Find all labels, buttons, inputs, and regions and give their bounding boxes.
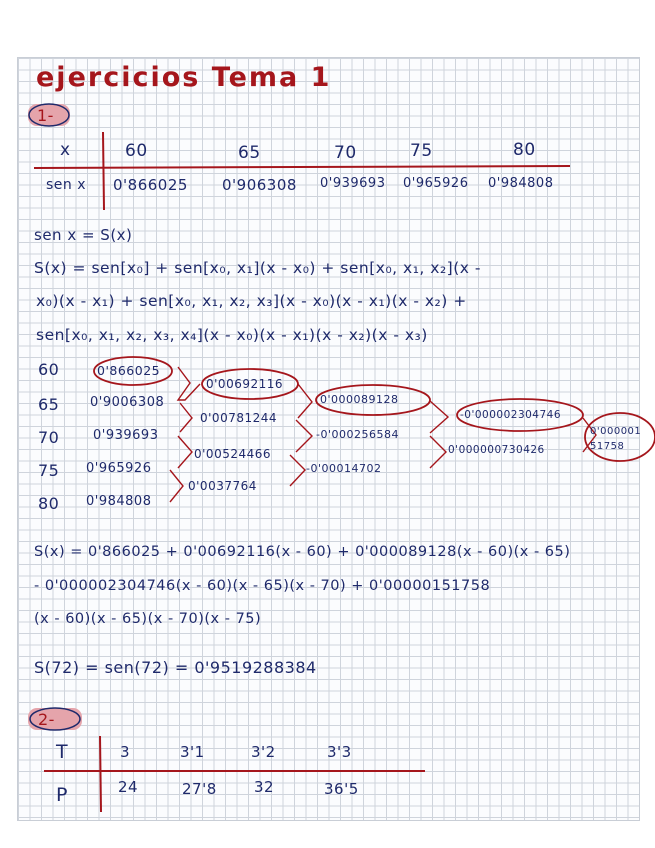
bracket-7 — [290, 455, 305, 486]
dd-node-70: 70 — [38, 428, 60, 447]
table1-x-65: 65 — [238, 143, 261, 163]
dd-node-60: 60 — [38, 360, 60, 379]
table2-p-3: 36'5 — [324, 780, 359, 798]
bracket-5 — [298, 384, 312, 418]
result-line-3: (x - 60)(x - 65)(x - 70)(x - 75) — [34, 611, 262, 627]
dd-f-3: 0'965926 — [86, 461, 152, 476]
dd-third-0: -0'000002304746 — [460, 409, 562, 421]
table2-t-2: 3'2 — [251, 743, 276, 761]
ex1-label: 1- — [37, 106, 54, 125]
formula-line-1: sen x = S(x) — [34, 226, 133, 244]
dd-f-4: 0'984808 — [86, 494, 152, 509]
table1-x-header: x — [60, 140, 71, 160]
table1-y-75: 0'965926 — [403, 176, 469, 191]
dd-node-80: 80 — [38, 494, 60, 513]
bracket-1 — [178, 367, 200, 400]
table1-y-70: 0'939693 — [320, 176, 386, 191]
formula-line-3: x₀)(x - x₁) + sen[x₀, x₁, x₂, x₃](x - x₀)(x - x₁)(x - x₂) + — [36, 292, 467, 310]
table2-p-2: 32 — [254, 778, 275, 796]
bracket-2 — [180, 403, 192, 432]
table1-y-60: 0'866025 — [113, 176, 188, 194]
table2-t-header: T — [56, 741, 69, 763]
dd-second-1: -0'000256584 — [316, 428, 399, 441]
table1-hrule — [34, 166, 570, 168]
table2-t-0: 3 — [120, 743, 131, 761]
bracket-4 — [170, 470, 183, 502]
dd-fourth-0: 0'00000151758 — [590, 426, 642, 452]
table1-x-60: 60 — [125, 141, 148, 161]
table1-x-80: 80 — [513, 140, 536, 160]
dd-f-1: 0'9006308 — [90, 395, 165, 410]
table2-p-header: P — [56, 784, 68, 806]
dd-f-2: 0'939693 — [93, 428, 159, 443]
bracket-9 — [430, 436, 446, 468]
bracket-6 — [296, 420, 312, 452]
dd-second-2: -0'00014702 — [306, 462, 382, 475]
dd-node-75: 75 — [38, 461, 60, 480]
table1-y-65: 0'906308 — [222, 176, 297, 194]
table1-x-75: 75 — [410, 141, 433, 161]
dd-first-1: 0'00781244 — [200, 411, 278, 425]
table1-vrule — [103, 132, 104, 210]
table1-x-70: 70 — [334, 143, 357, 163]
dd-second-0: 0'000089128 — [320, 393, 399, 406]
table1-y-80: 0'984808 — [488, 176, 554, 191]
table2-t-1: 3'1 — [180, 743, 205, 761]
ex2-label: 2- — [38, 710, 55, 729]
evaluation-line: S(72) = sen(72) = 0'9519288384 — [34, 658, 317, 677]
page-title: ejercicios Tema 1 — [36, 62, 332, 93]
bracket-8 — [430, 401, 448, 433]
table1-y-header: sen x — [46, 177, 87, 193]
bracket-3 — [178, 436, 192, 468]
dd-f-0: 0'866025 — [97, 363, 161, 378]
dd-third-1: 0'000000730426 — [448, 444, 545, 456]
dd-first-0: 0'00692116 — [206, 377, 284, 391]
formula-line-2: S(x) = sen[x₀] + sen[x₀, x₁](x - x₀) + sen[x₀, x₁, x₂](x - — [34, 259, 481, 277]
result-line-2: - 0'000002304746(x - 60)(x - 65)(x - 70) + 0'00000151758 — [34, 578, 491, 594]
table2-p-1: 27'8 — [182, 780, 217, 798]
dd-first-3: 0'0037764 — [188, 479, 257, 493]
dd-node-65: 65 — [38, 395, 60, 414]
table2-t-3: 3'3 — [327, 743, 352, 761]
table2-p-0: 24 — [118, 778, 139, 796]
table2-vrule — [100, 736, 101, 812]
result-line-1: S(x) = 0'866025 + 0'00692116(x - 60) + 0'000089128(x - 60)(x - 65) — [34, 544, 571, 560]
formula-line-4: sen[x₀, x₁, x₂, x₃, x₄](x - x₀)(x - x₁)(x - x₂)(x - x₃) — [36, 326, 428, 344]
dd-first-2: 0'00524466 — [194, 447, 272, 461]
